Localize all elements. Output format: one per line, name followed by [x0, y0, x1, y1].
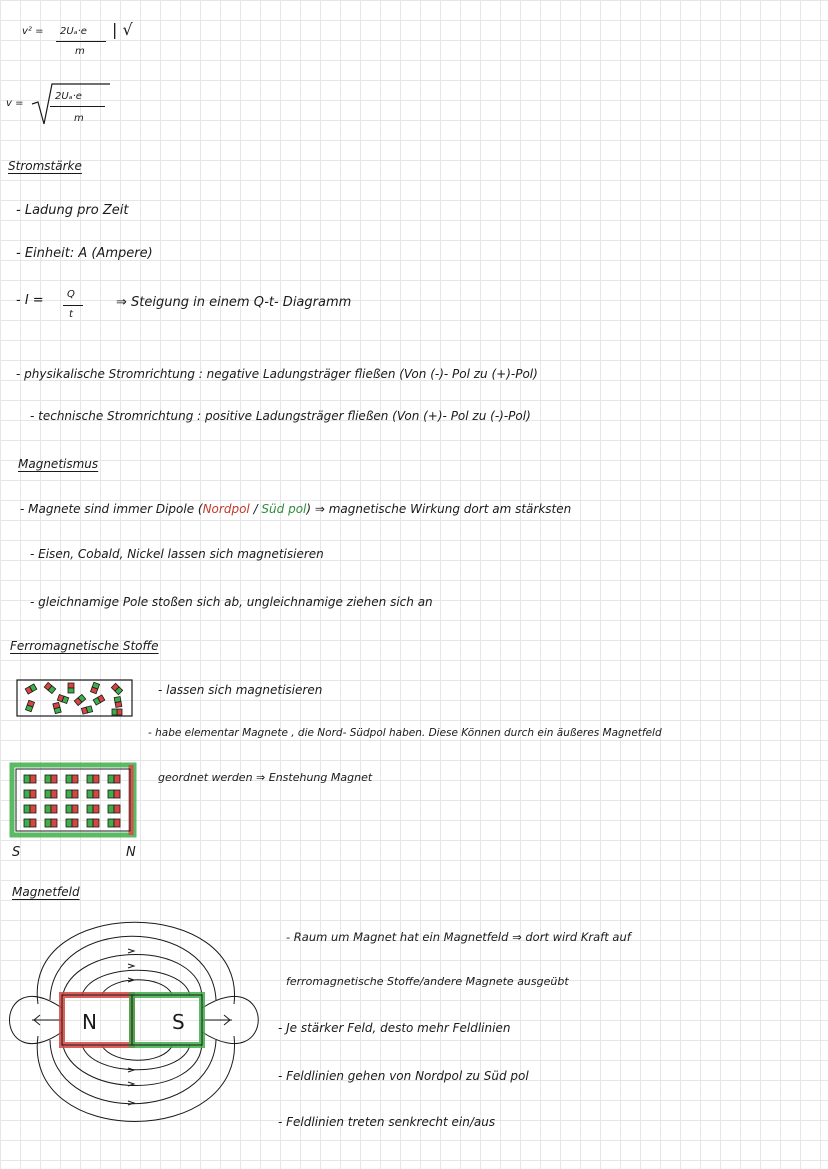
- ferro-item-elementar: - habe elementar Magnete , die Nord- Südpol haben. Diese Können durch ein äußeres Magnetfeld: [148, 727, 662, 739]
- formula-v2-denominator: m: [75, 46, 85, 57]
- strom-item-ladung: - Ladung pro Zeit: [16, 203, 129, 218]
- strom-formula-numerator: Q: [67, 289, 75, 300]
- feld-item-senkrecht: - Feldlinien treten senkrecht ein/aus: [278, 1115, 496, 1129]
- field-label-s: S: [172, 1010, 185, 1034]
- feld-item-raum: - Raum um Magnet hat ein Magnetfeld ⇒ dort wird Kraft auf: [286, 930, 631, 944]
- feld-item-ferromagnetisch: ferromagnetische Stoffe/andere Magnete ausgeübt: [286, 975, 569, 988]
- heading-magnetismus: Magnetismus: [18, 457, 99, 471]
- feld-item-nord-sued: - Feldlinien gehen von Nordpol zu Süd pol: [278, 1069, 529, 1083]
- strom-item-formula-prefix: - I =: [16, 293, 44, 308]
- sqrt-sign: [30, 80, 110, 130]
- magnet-item-pole: - gleichnamige Pole stoßen sich ab, ungleichnamige ziehen sich an: [30, 595, 433, 609]
- ferro-label-n: N: [126, 845, 136, 860]
- ferro-item-magnetisieren: - lassen sich magnetisieren: [158, 683, 323, 697]
- heading-ferromagnetisch: Ferromagnetische Stoffe: [10, 639, 159, 653]
- heading-stromstaerke: Stromstärke: [8, 159, 82, 173]
- magnet-item-eisen: - Eisen, Cobald, Nickel lassen sich magnetisieren: [30, 547, 324, 561]
- formula-v2-operation: | √: [112, 20, 133, 39]
- ferro-label-s: S: [12, 845, 21, 860]
- magnet-dipole-suffix: ) ⇒ magnetische Wirkung dort am stärksten: [306, 502, 572, 516]
- magnet-item-dipole: [20, 503, 571, 515]
- ferro-item-geordnet: geordnet werden ⇒ Enstehung Magnet: [158, 771, 373, 784]
- magnet-slash: /: [249, 502, 262, 516]
- magnet-nordpol-label: Nordpol: [202, 502, 250, 516]
- formula-v2-numerator: 2Uₐ·e: [60, 26, 87, 37]
- strom-item-einheit: - Einheit: A (Ampere): [16, 246, 153, 261]
- diagram-ordered-magnets: [12, 765, 142, 840]
- formula-v-fraction-bar: [50, 106, 105, 107]
- diagram-magnetic-field: [2, 920, 267, 1135]
- strom-item-physikalisch: - physikalische Stromrichtung : negative Ladungsträger fließen (Von (-)- Pol zu (+)-Pol): [16, 367, 538, 381]
- feld-item-staerker: - Je stärker Feld, desto mehr Feldlinien: [278, 1021, 511, 1035]
- formula-v-lhs: v =: [6, 98, 24, 109]
- magnet-dipole-prefix: - Magnete sind immer Dipole (: [20, 502, 203, 516]
- formula-v2-lhs: v² =: [22, 26, 44, 37]
- magnet-suedpol-label: Süd pol: [261, 502, 307, 516]
- strom-formula-fraction-bar: [63, 305, 83, 306]
- strom-formula-denominator: t: [69, 309, 73, 320]
- diagram-unordered-magnets: [17, 680, 137, 720]
- field-label-n: N: [82, 1010, 97, 1034]
- strom-item-technisch: - technische Stromrichtung : positive Ladungsträger fließen (Von (+)- Pol zu (-)-Pol): [30, 409, 531, 423]
- strom-item-steigung: ⇒ Steigung in einem Q-t- Diagramm: [116, 295, 352, 310]
- formula-v-numerator: 2Uₐ·e: [55, 91, 82, 102]
- formula-v-denominator: m: [74, 113, 84, 124]
- heading-magnetfeld: Magnetfeld: [12, 885, 80, 899]
- formula-v2-fraction-bar: [56, 41, 106, 42]
